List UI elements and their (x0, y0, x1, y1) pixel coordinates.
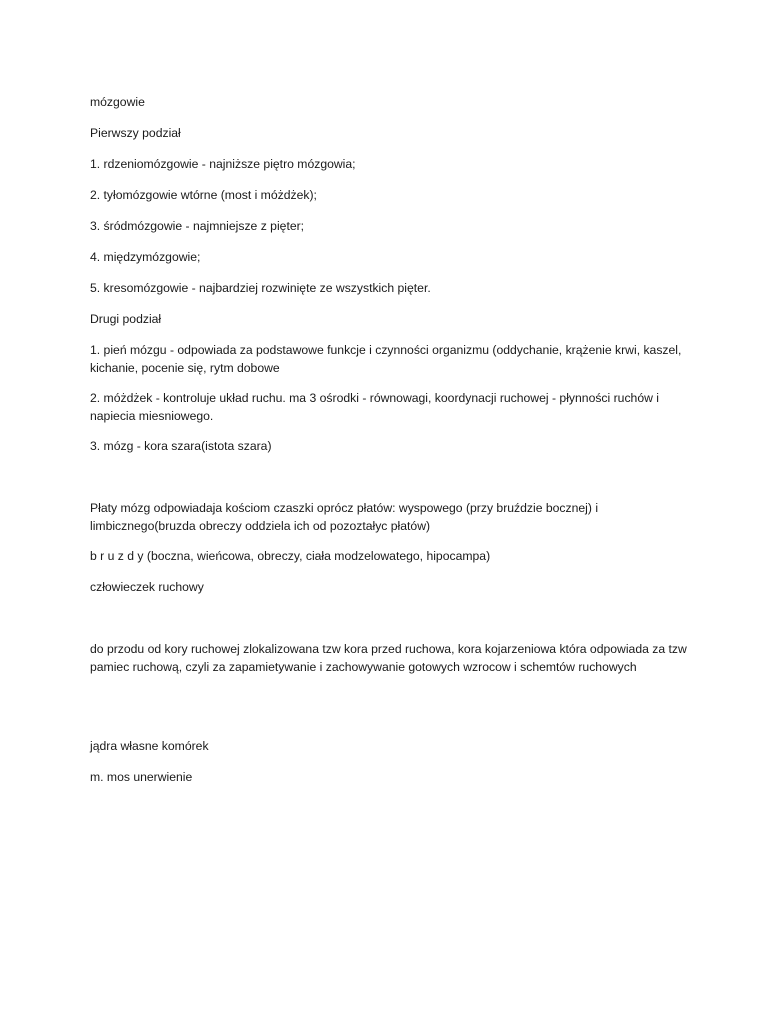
paragraph-list-item: 3. mózg - kora szara(istota szara) (90, 439, 272, 453)
paragraph-heading-second-division: Drugi podział (90, 312, 162, 326)
paragraph-list-item: 2. tyłomózgowie wtórne (most i móżdżek); (90, 188, 317, 202)
paragraph-list-item: 1. rdzeniomózgowie - najniższe piętro mózgowia; (90, 157, 356, 171)
paragraph-text: człowieczek ruchowy (90, 580, 204, 594)
paragraph-list-item: 2. móżdżek - kontroluje układ ruchu. ma 3 ośrodki - równowagi, koordynacji ruchowej - płynności ruchów i napiecia miesniowego. (90, 391, 660, 423)
paragraph-text: jądra własne komórek (90, 739, 209, 753)
paragraph-heading-first-division: Pierwszy podział (90, 126, 181, 140)
paragraph-text: m. mos unerwienie (90, 770, 193, 784)
paragraph-text: Płaty mózg odpowiadaja kościom czaszki oprócz płatów: wyspowego (przy bruździe bocznej) i limbicznego(bruzda obreczy oddziela ich od pozoztałyc płatów) (90, 501, 599, 533)
paragraph-title: mózgowie (90, 95, 145, 109)
paragraph-list-item: 1. pień mózgu - odpowiada za podstawowe funkcje i czynności organizmu (oddychanie, krążenie krwi, kaszel, kichanie, pocenie się, rytm dobowe (90, 343, 682, 375)
paragraph-list-item: 3. śródmózgowie - najmniejsze z pięter; (90, 219, 305, 233)
paragraph-list-item: 4. międzymózgowie; (90, 250, 201, 264)
paragraph-list-item: 5. kresomózgowie - najbardziej rozwinięte ze wszystkich pięter. (90, 281, 431, 295)
paragraph-text: do przodu od kory ruchowej zlokalizowana tzw kora przed ruchowa, kora kojarzeniowa która odpowiada za tzw pamiec ruchową, czyli za zapamietywanie i zachowywanie gotowych wzrocow i schemtów ruchowych (90, 642, 687, 674)
paragraph-text: b r u z d y (boczna, wieńcowa, obreczy, ciała modzelowatego, hipocampa) (90, 549, 491, 563)
